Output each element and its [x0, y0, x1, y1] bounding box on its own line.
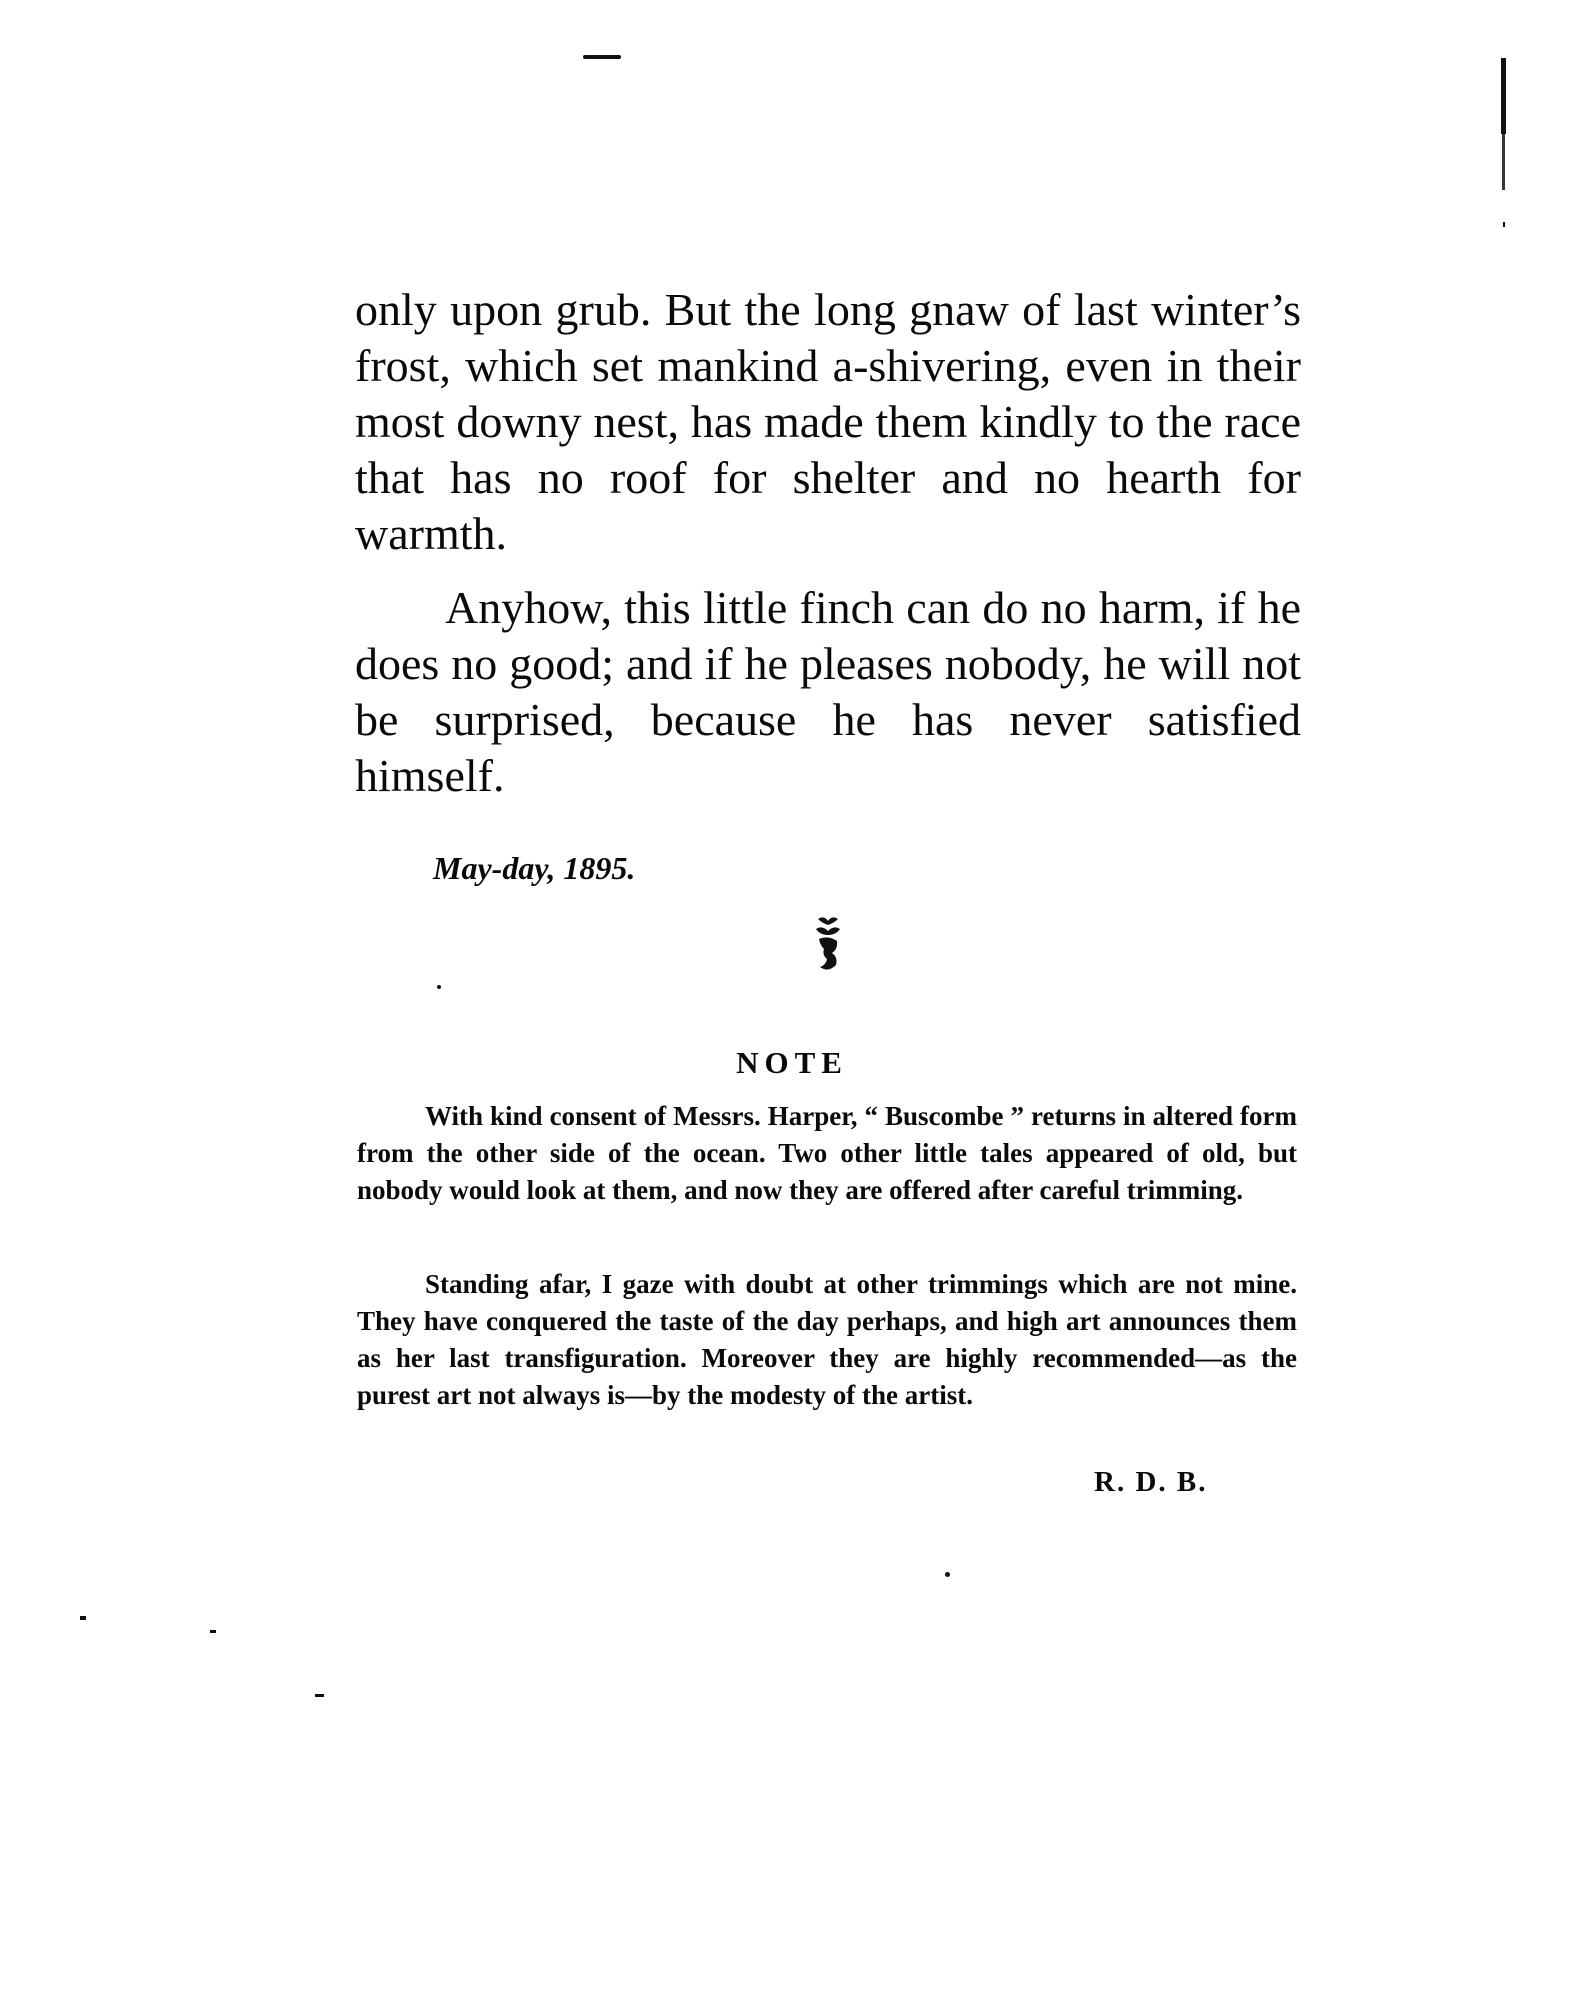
scan-speck	[945, 1572, 950, 1577]
fleuron-ornament-icon	[810, 915, 846, 975]
body-paragraph: Anyhow, this little finch can do no harm, if he does no good; and if he pleases nobody, he will not be surprised, because he has never satisfied himself.	[355, 582, 1301, 801]
scan-speck	[1503, 222, 1505, 227]
scan-edge-mark	[1501, 58, 1506, 134]
note-heading: NOTE	[736, 1045, 848, 1080]
signature-initials: R. D. B.	[1094, 1466, 1208, 1498]
scan-speck	[80, 1616, 86, 1620]
scan-speck	[315, 1694, 324, 1697]
scan-speck	[583, 55, 621, 59]
body-paragraph: only upon grub. But the long gnaw of last winter’s frost, which set mankind a-shivering, even in their most downy nest, has made them kindly to the race that has no roof for shelter and no hearth for warmth.	[355, 284, 1301, 559]
note-paragraph: Standing afar, I gaze with doubt at other trimmings which are not mine. They have conquered the taste of the day perhaps, and high art announces them as her last transfiguration. Moreover they are highly recommended—as the purest art not always is—by the modesty of the artist.	[357, 1269, 1297, 1410]
scan-speck	[437, 985, 441, 989]
scan-edge-mark	[1502, 134, 1505, 190]
note-paragraph: With kind consent of Messrs. Harper, “ Buscombe ” returns in altered form from the other side of the ocean. Two other little tales appeared of old, but nobody would look at them, and now they are offered after careful trimming.	[357, 1101, 1297, 1205]
scan-speck	[210, 1630, 216, 1633]
dateline: May-day, 1895.	[433, 850, 636, 886]
